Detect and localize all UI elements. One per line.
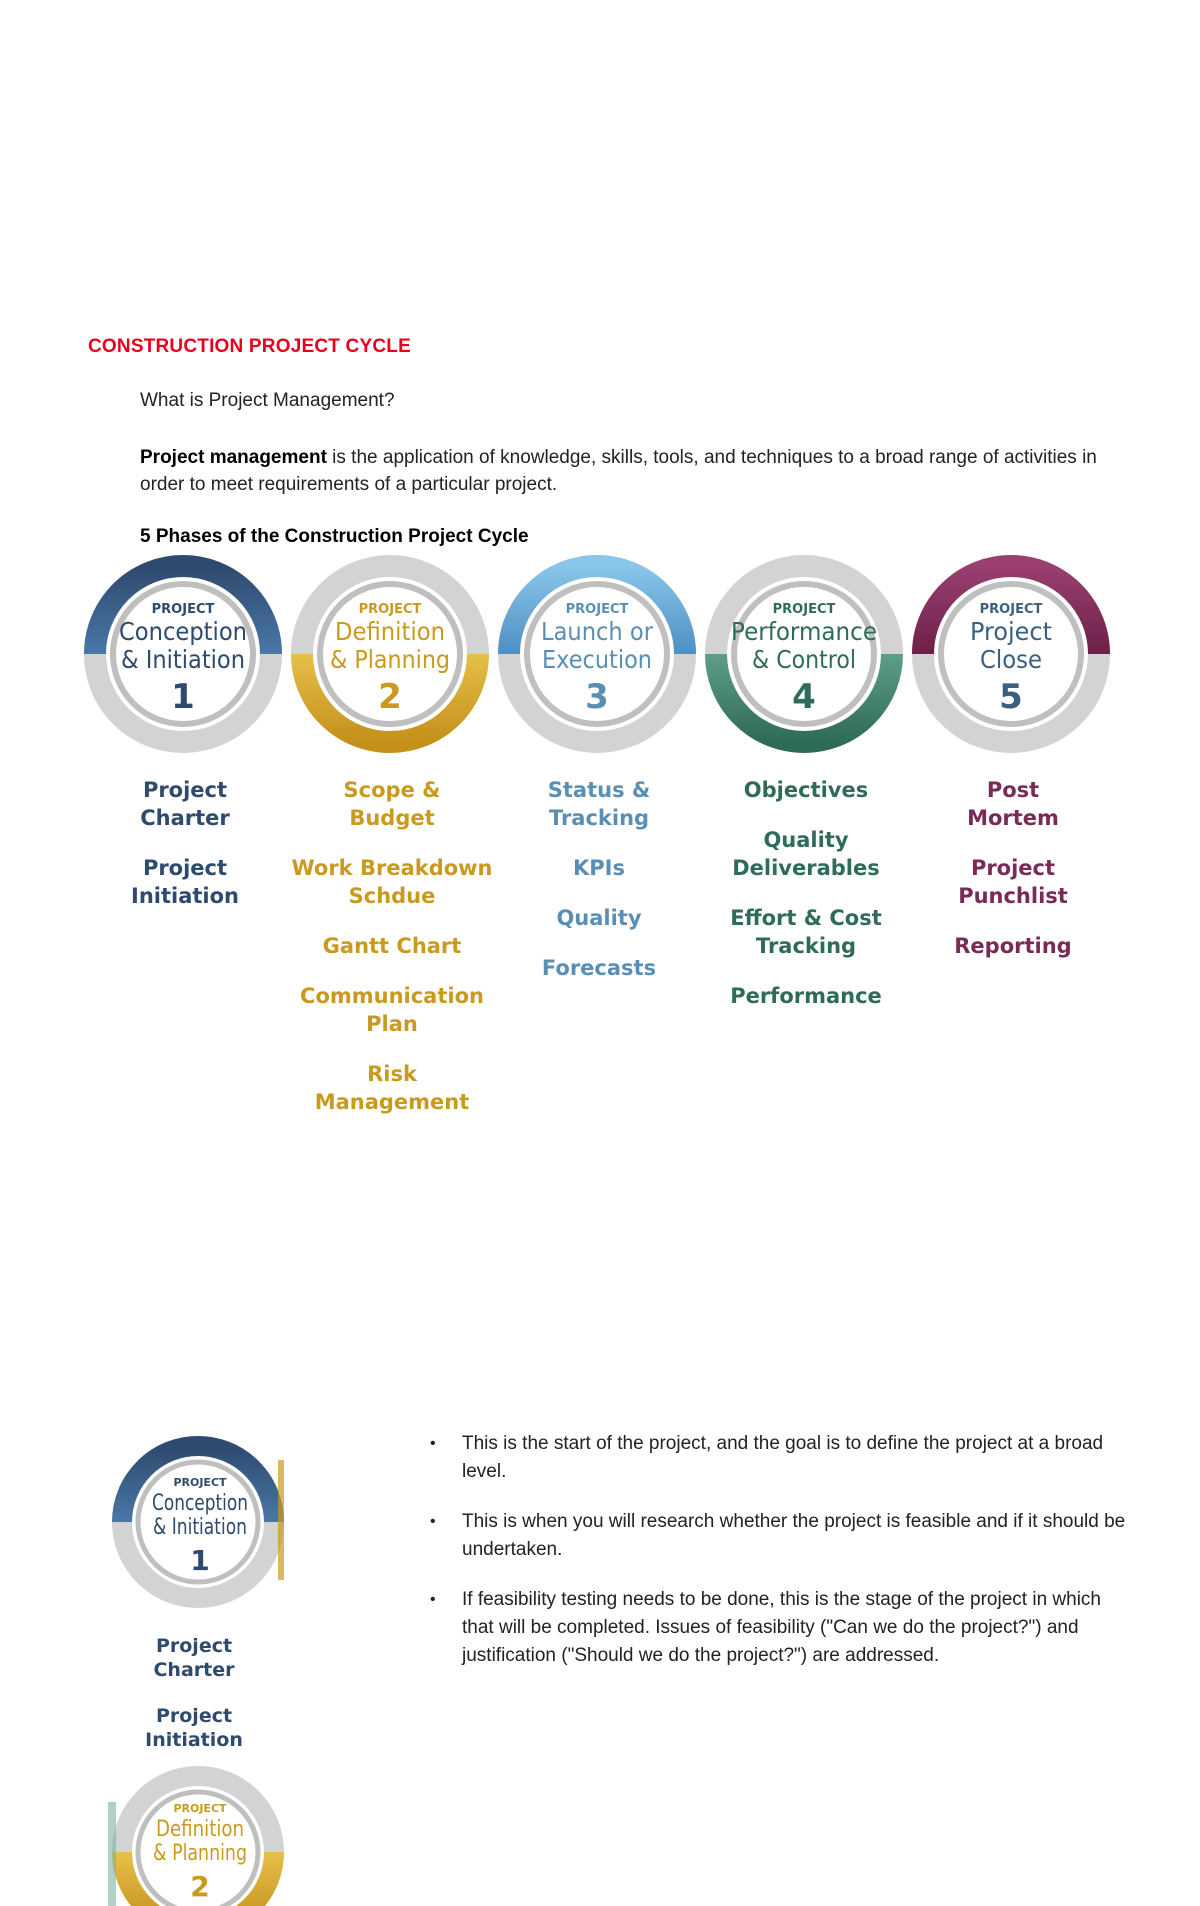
- mini1-number: 1: [190, 1544, 210, 1577]
- page-heading: CONSTRUCTION PROJECT CYCLE: [88, 336, 411, 357]
- phase1-number: 1: [171, 677, 195, 717]
- mini-item-line: Project: [155, 1635, 233, 1657]
- phase-item-line: Objectives: [743, 778, 869, 802]
- phase5-item: [908, 776, 1118, 832]
- phase-item-line: Reporting: [954, 934, 1072, 958]
- phase1-small: PROJECT: [151, 602, 215, 617]
- phase-item-line: Project: [142, 778, 228, 802]
- phase4-item: [701, 982, 911, 1010]
- phase-item-line: Charter: [140, 806, 230, 830]
- phase-item-line: Deliverables: [732, 856, 880, 880]
- phase5-line1: Project: [970, 617, 1053, 646]
- phase1-line2: & Initiation: [121, 645, 245, 674]
- phase5-line2: Close: [980, 645, 1042, 674]
- phase1-line1: Conception: [119, 617, 247, 646]
- phase1-items: [80, 776, 290, 932]
- mini-item-line: Charter: [153, 1659, 235, 1681]
- phase-item-line: Gantt Chart: [322, 934, 462, 958]
- phase-item-line: Post: [986, 778, 1040, 802]
- phase5-item: [908, 854, 1118, 910]
- mini-item-line: Project: [155, 1705, 233, 1727]
- mini2-line1: Definition: [156, 1817, 244, 1842]
- mini1-small: PROJECT: [173, 1476, 227, 1489]
- phase2-small: PROJECT: [358, 602, 422, 617]
- phase5-item: [908, 932, 1118, 960]
- phase4-item: [701, 904, 911, 960]
- phase1-item: [80, 776, 290, 832]
- phase4-item: [701, 826, 911, 882]
- mini-phase1-items: [109, 1634, 279, 1774]
- phase5-number: 5: [999, 677, 1023, 717]
- mini1-line2: & Initiation: [153, 1515, 247, 1540]
- phase-item-line: Mortem: [967, 806, 1059, 830]
- mini1-line1: Conception: [152, 1491, 248, 1516]
- phase2-number: 2: [378, 677, 402, 717]
- phase-item-line: Tracking: [755, 934, 857, 958]
- phase3-small: PROJECT: [565, 602, 629, 617]
- phase1-bullet-list: [430, 1430, 1130, 1692]
- phase-item-line: Tracking: [548, 806, 650, 830]
- phase4-line2: & Control: [752, 645, 856, 674]
- phase-item-line: Status &: [547, 778, 651, 802]
- phase2-line1: Definition: [335, 617, 445, 646]
- phase-item-line: Performance: [730, 984, 882, 1008]
- bullet-item: • This is when you will research whether the project is feasible and if it should be undertaken.: [462, 1508, 1130, 1564]
- mini-phase1-ring: [108, 1432, 288, 1612]
- bullet-item: • If feasibility testing needs to be done, this is the stage of the project in which that will be completed. Issues of feasibility ("Can we do the project?") and justification ("Should we do the project?") are addressed.: [462, 1586, 1130, 1670]
- phase1-item: [80, 854, 290, 910]
- mini2-number: 2: [190, 1870, 210, 1903]
- phase5-small: PROJECT: [979, 602, 1043, 617]
- phase-item-line: Scope &: [343, 778, 441, 802]
- phase-item-line: Risk Management: [314, 1062, 470, 1114]
- phase3-number: 3: [585, 677, 609, 717]
- mini-item-line: Initiation: [145, 1729, 243, 1751]
- phase4-small: PROJECT: [772, 602, 836, 617]
- phase3-item: [494, 776, 704, 832]
- mini2-small: PROJECT: [173, 1802, 227, 1815]
- phases-title: 5 Phases of the Construction Project Cycle: [140, 526, 529, 547]
- phase-item-line: Schdue: [348, 884, 436, 908]
- mini2-line2: & Planning: [153, 1841, 247, 1866]
- phase-item-line: Punchlist: [958, 884, 1068, 908]
- phase3-line2: Execution: [542, 645, 652, 674]
- phase4-number: 4: [792, 677, 816, 717]
- mini-phase1-item: [109, 1704, 279, 1752]
- mini-phase2-ring: [108, 1762, 288, 1906]
- mini-phase1-item: [109, 1634, 279, 1682]
- phase-item-line: Forecasts: [541, 956, 657, 980]
- phase3-item: [494, 954, 704, 982]
- phase4-line1: Performance: [731, 617, 877, 646]
- phase-item-line: Budget: [349, 806, 435, 830]
- phase-item-line: Project: [970, 856, 1056, 880]
- phase3-item: [494, 904, 704, 932]
- definition-term: Project management: [140, 447, 327, 468]
- phase5-items: [908, 776, 1118, 982]
- phase-item-line: KPIs: [573, 856, 625, 880]
- bullet-item: • This is the start of the project, and the goal is to define the project at a broad level.: [462, 1430, 1130, 1486]
- phase2-line2: & Planning: [330, 645, 450, 674]
- phase4-item: [701, 776, 911, 804]
- phase2-item: [287, 854, 497, 910]
- phase-item-line: Quality: [763, 828, 849, 852]
- phase2-item: [287, 932, 497, 960]
- phase-rings-diagram: [60, 552, 1140, 762]
- section-question: What is Project Management?: [140, 390, 395, 411]
- phase-item-line: Project: [142, 856, 228, 880]
- phase-item-line: Effort & Cost: [730, 906, 882, 930]
- definition-text: is the application of knowledge, skills, tools, and techniques to a broad range of activities in order to meet requirements of a particular project.: [140, 447, 1097, 495]
- phase-item-line: Initiation: [131, 884, 239, 908]
- definition-paragraph: [140, 444, 1130, 498]
- phase3-item: [494, 854, 704, 882]
- phase3-items: [494, 776, 704, 1004]
- phase-item-line: Quality: [556, 906, 642, 930]
- phase-item-line: Communication Plan: [300, 984, 484, 1036]
- phase2-item: [287, 1060, 497, 1116]
- phase2-item: [287, 982, 497, 1038]
- phase2-items: [287, 776, 497, 1138]
- phase4-items: [701, 776, 911, 1032]
- phase-item-line: Work Breakdown: [291, 856, 493, 880]
- phase2-item: [287, 776, 497, 832]
- phase3-line1: Launch or: [541, 617, 654, 646]
